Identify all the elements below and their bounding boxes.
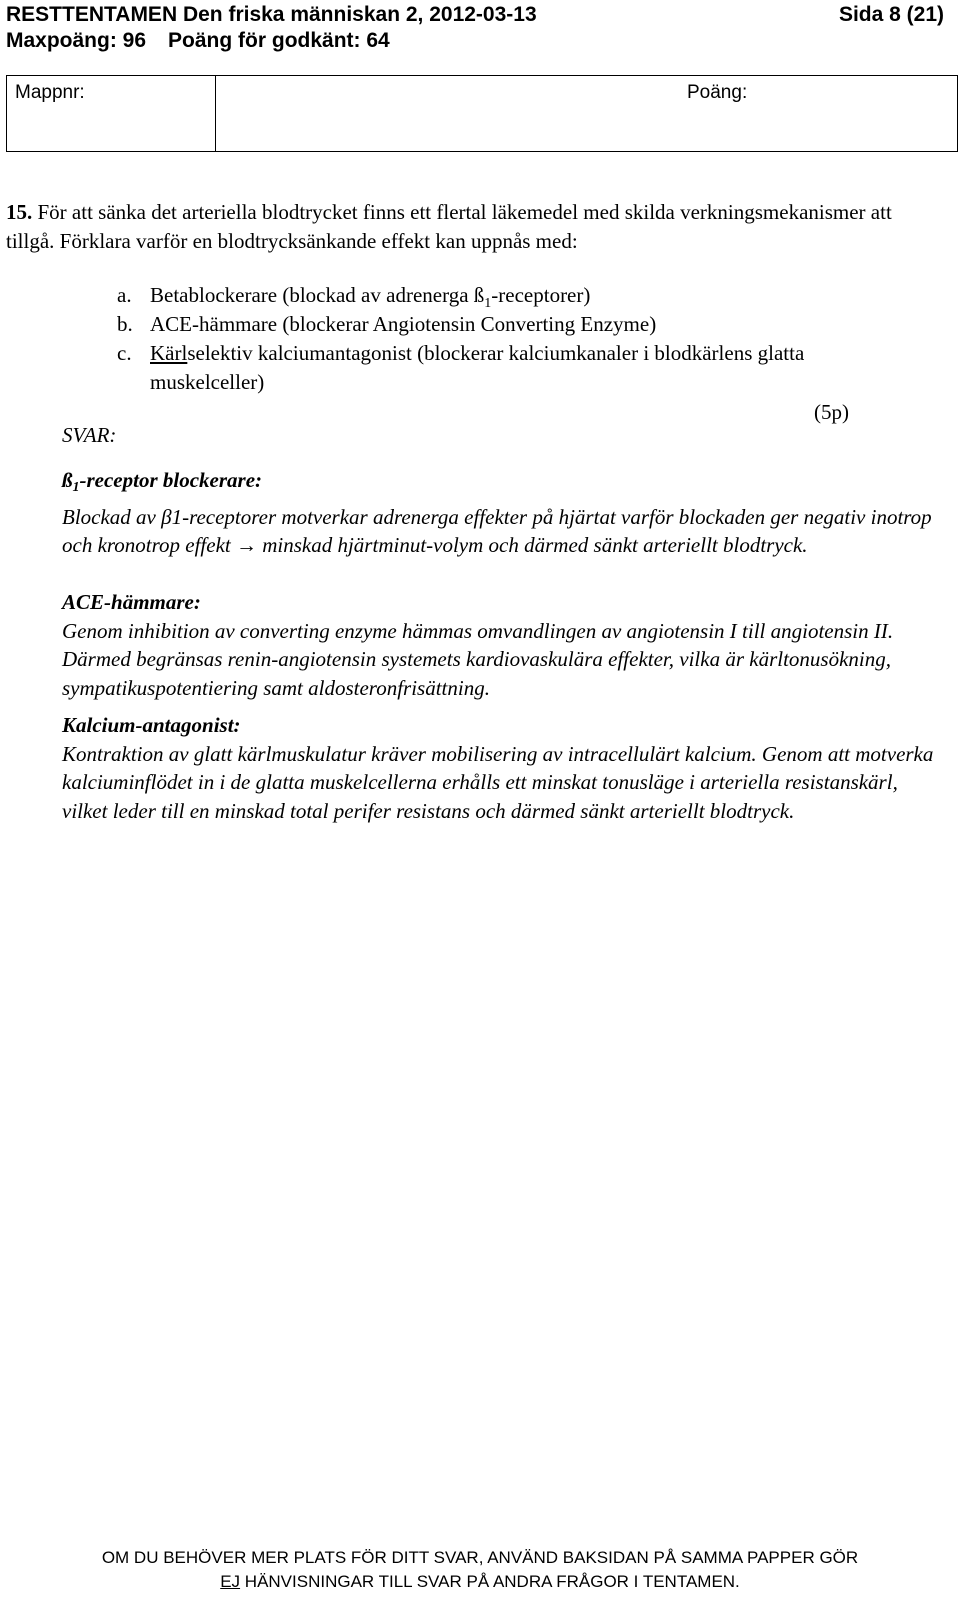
footer-line-2 — [0, 1572, 960, 1592]
page-title: RESTTENTAMEN Den friska människan 2, 2012-03-13 — [6, 3, 537, 26]
footer-underlined: EJ — [220, 1572, 241, 1591]
option-letter: c. — [117, 341, 132, 365]
question-points: (5p) — [814, 400, 849, 424]
option-text: ACE-hämmare (blockerar Angiotensin Converting Enzyme) — [150, 312, 657, 336]
option-text: Betablockerare (blockad av adrenerga ß — [150, 283, 485, 307]
arrow-icon: → — [235, 533, 257, 557]
section-text: Genom inhibition av converting enzyme hämmas omvandlingen av angiotensin I till angiotensin II. Därmed begränsas renin-angiotensin systemets kardiovaskulära effekter, vilka är kärltonusökning, sympatikuspotentiering samt aldosteronfrisättning. — [62, 618, 894, 700]
box-divider — [215, 76, 216, 151]
question-body: För att sänka det arteriella blodtrycket finns ett flertal läkemedel med skilda verkningsmekanismer att tillgå. Förklara varför en blodtrycksänkande effekt kan uppnås med: — [6, 200, 892, 253]
points-info — [6, 28, 390, 54]
folder-number-label: Mappnr: — [15, 82, 85, 103]
question-text — [6, 198, 926, 256]
answer-label: SVAR: — [62, 423, 117, 447]
option-letter: b. — [117, 312, 133, 336]
option-subscript: 1 — [484, 296, 492, 312]
score-box — [6, 75, 958, 152]
pass-points: Poäng för godkänt: 64 — [168, 29, 390, 52]
score-label: Poäng: — [687, 82, 748, 103]
answer-section-ace — [62, 588, 942, 702]
option-text-after: -receptorer) — [491, 283, 591, 307]
answer-section-beta — [62, 466, 942, 560]
section-heading: ACE-hämmare: — [62, 590, 201, 614]
option-underlined: Kärl — [150, 341, 188, 365]
max-points: Maxpoäng: 96 — [6, 29, 147, 52]
section-text: Blockad av β1-receptorer motverkar adrenerga effekter på hjärtat varför blockaden ger negativ inotrop och kronotrop effekt → minskad hjärtminut-volym och därmed sänkt arteriellt blodtryck. — [62, 504, 932, 557]
footer-text: HÄNVISNINGAR TILL SVAR PÅ ANDRA FRÅGOR I TENTAMEN. — [240, 1572, 740, 1591]
footer-line-1: OM DU BEHÖVER MER PLATS FÖR DITT SVAR, ANVÄND BAKSIDAN PÅ SAMMA PAPPER GÖR — [101, 1548, 859, 1567]
answer-section-calcium — [62, 711, 942, 825]
section-heading: Kalcium-antagonist: — [62, 713, 241, 737]
option-letter: a. — [117, 283, 132, 307]
page-number: Sida 8 (21) — [838, 3, 944, 26]
section-heading: $ß_1$-receptor blockerare: — [62, 468, 263, 495]
option-text: selektiv kalciumantagonist (blockerar kalciumkanaler i blodkärlens glatta muskelceller) — [150, 341, 805, 394]
question-number: 15. — [6, 200, 33, 224]
section-text: Kontraktion av glatt kärlmuskulatur kräver mobilisering av intracellulärt kalcium. Genom att motverka kalciuminflödet in i de glatta muskelcellerna erhålls ett minskat tonusläge i arteriella resistanskärl, vilket leder till en minskad total perifer resistans och därmed sänkt arteriellt blodtryck. — [62, 741, 934, 823]
